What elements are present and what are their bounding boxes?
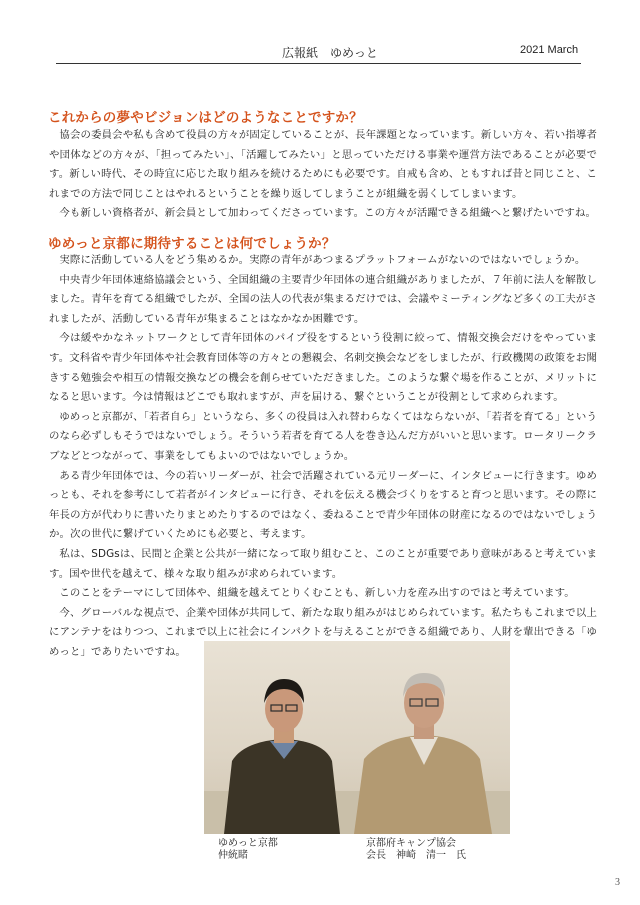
page-number: 3 (615, 877, 620, 888)
left-person (224, 679, 340, 834)
paragraph: 今は緩やかなネットワークとして青年団体のパイプ役をするという役割に絞って、情報交換会だけをやっています。文科省や青少年団体や社会教育団体等の方々との懇親会、名刺交換会などをしましたが、行政機関の政策をお聞きする勉強会や相互の情報交換などの機会を創らせていただきました。このような繋ぐ場を作ることが、メリットになると思います。今は情報はどこでも取れますが、声を届ける、繋ぐということが役割として求められます。 (49, 332, 597, 404)
header-rule (56, 63, 581, 64)
paragraph: 今、グローバルな視点で、企業や団体が共同して、新たな取り組みがはじめられています。私たちもこれまで以上にアンテナをはりつつ、これまで以上に社会にインパクトを与えることができる組織であり、人財を輩出できる「ゆめっと」でありたいですね。 (49, 606, 597, 658)
section2-body (49, 251, 597, 662)
header-date: 2021 March (520, 44, 579, 56)
paragraph: ある青少年団体では、今の若いリーダーが、社会で活躍されている元リーダーに、インタビューに行きます。ゆめっとも、それを参考にして若者がインタビューに行き、それを伝える機会づくりをすると育つと思います。その際に年長の方が代わりに書いたりまとめたりするのではなく、委ねることで青少年団体の財産になるのではないでしょうか。次の世代に繋げていくためにも必要と、考えます。 (49, 469, 597, 541)
paragraph: このことをテーマにして団体や、組織を越えてとりくむことも、新しい力を産み出すのではと考えています。 (59, 587, 575, 600)
paragraph: 協会の委員会や私も含めて役員の方々が固定していることが、長年課題となっています。新しい方々、若い指導者や団体などの方々が、「担ってみたい」、「活躍してみたい」と思っていただける事業や運営方法であることが必要です。新しい時代、その時宜に応じた取り組みを続けるためにも必要です。自戒も含め、ともすれば昔と同じこと、これまでの方法で同じことはやれるということを繰り返してしまうことが組織を弱くしてしまいます。 (49, 129, 597, 200)
caption-left-org: ゆめっと京都 (218, 838, 278, 849)
section1-body (49, 126, 597, 224)
caption-right (366, 838, 466, 862)
paragraph: ゆめっと京都が、「若者自ら」というなら、多くの役員は入れ替わらなくてはならないが、「若者を育てる」というのなら必ずしもそうではないでしょう。そういう若者を育てる人を巻き込んだ方がいいと思います。ロータリークラブなどとつながって、事業をしてもよいのではないでしょうか。 (49, 410, 597, 462)
right-person (354, 673, 492, 834)
paragraph: 中央青少年団体連絡協議会という、全国組織の主要青少年団体の連合組織がありましたが、７年前に法人を解散しました。青年を育てる組織でしたが、全国の法人の代表が集まるだけでは、会議やミーティングなど多くの工夫がされましたが、活動している青年が集まることはなかなか困難です。 (49, 273, 597, 325)
photo-illustration (204, 641, 510, 834)
section2-heading: ゆめっと京都に期待することは何でしょうか？ (48, 236, 336, 252)
paragraph: 実際に活動している人をどう集めるか。実際の青年があつまるプラットフォームがないのではないでしょうか。 (59, 254, 586, 266)
paragraph: 私は、SDGsは、民間と企業と公共が一緒になって取り組むこと、このことが重要であり意味があると考えています。国や世代を越えて、様々な取り組みが求められています。 (49, 547, 597, 580)
paragraph: 今も新しい資格者が、新会員として加わってくださっています。この方々が活躍できる組織へと繋げたいですね。 (59, 207, 597, 220)
caption-left (218, 838, 278, 862)
caption-right-org: 京都府キャンプ協会 (366, 838, 456, 849)
header-title: 広報紙 ゆめっと (282, 46, 378, 60)
caption-right-name: 会長 神崎 清一 氏 (366, 850, 466, 861)
interview-photo (204, 641, 510, 834)
section1-heading: これからの夢やビジョンはどのようなことですか？ (48, 110, 363, 126)
caption-left-name: 仲統睹 (218, 850, 248, 861)
